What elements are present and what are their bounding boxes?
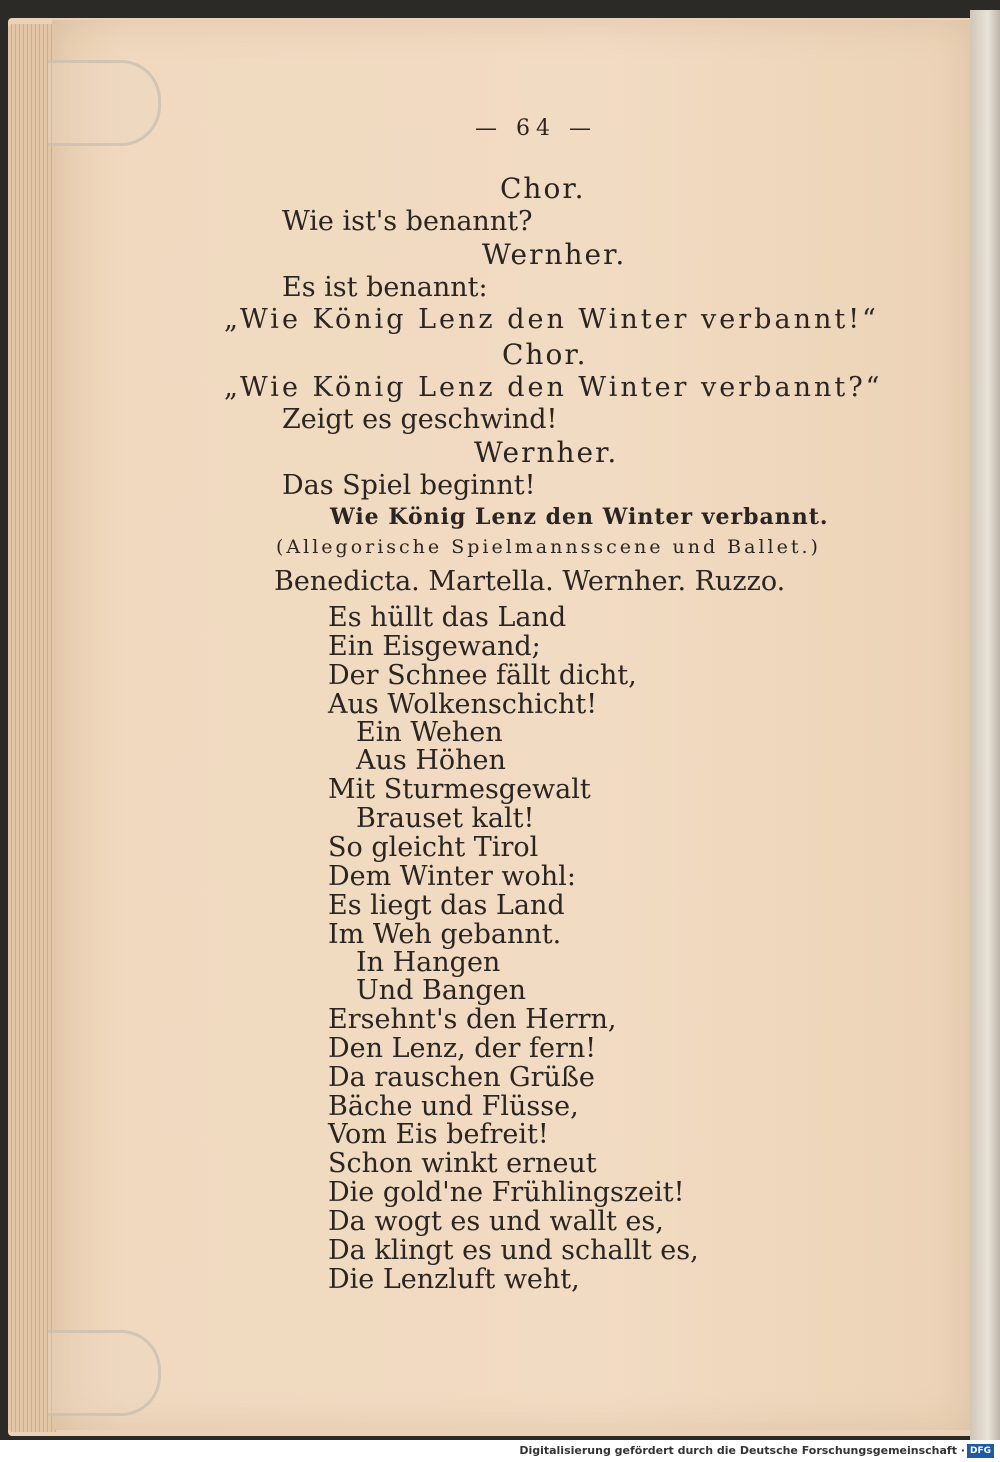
verse-line: Wie ist's benannt? xyxy=(282,206,533,237)
verse-line: Die Lenzluft weht, xyxy=(328,1264,580,1295)
verse-line: Ein Wehen xyxy=(356,717,503,748)
verse-line: Im Weh gebannt. xyxy=(328,919,562,950)
dfg-logo-icon: DFG xyxy=(967,1444,994,1458)
verse-line: Die gold'ne Frühlingszeit! xyxy=(328,1177,685,1208)
clip-icon xyxy=(48,60,161,146)
page-number: — 64 — xyxy=(475,116,597,141)
verse-line: Ein Eisgewand; xyxy=(328,631,541,662)
verse-line: Da wogt es und wallt es, xyxy=(328,1206,664,1237)
verse-line: „Wie König Lenz den Winter verbannt!“ xyxy=(224,304,879,335)
verse-line: Zeigt es geschwind! xyxy=(282,404,558,435)
speaker-label: Chor. xyxy=(500,172,586,205)
verse-line: Es hüllt das Land xyxy=(328,602,567,633)
verse-line: Schon winkt erneut xyxy=(328,1148,597,1179)
book-edge xyxy=(970,10,1000,1440)
scene-title: Wie König Lenz den Winter verbannt. xyxy=(330,504,829,530)
verse-line: Ersehnt's den Herrn, xyxy=(328,1004,617,1035)
verse-line: „Wie König Lenz den Winter verbannt?“ xyxy=(224,372,883,403)
footer-bar xyxy=(0,1440,1000,1462)
verse-line: So gleicht Tirol xyxy=(328,832,539,863)
speaker-label: Wernher. xyxy=(474,436,619,469)
verse-line: Vom Eis befreit! xyxy=(328,1119,549,1150)
verse-line: Es liegt das Land xyxy=(328,890,565,921)
verse-line: Da rauschen Grüße xyxy=(328,1062,595,1093)
verse-line: Brauset kalt! xyxy=(356,803,535,834)
verse-line: Aus Wolkenschicht! xyxy=(328,689,598,720)
verse-line: Der Schnee fällt dicht, xyxy=(328,660,637,691)
page-edges xyxy=(8,24,56,1432)
scene-subtitle: (Allegorische Spielmannsscene und Ballet.) xyxy=(276,536,821,558)
verse-line: Da klingt es und schallt es, xyxy=(328,1235,699,1266)
footer-credit: Digitalisierung gefördert durch die Deutsche Forschungsgemeinschaft · xyxy=(519,1444,965,1457)
verse-line: Das Spiel beginnt! xyxy=(282,470,536,501)
speaker-list: Benedicta. Martella. Wernher. Ruzzo. xyxy=(274,566,786,597)
verse-line: Dem Winter wohl: xyxy=(328,861,576,892)
speaker-label: Wernher. xyxy=(482,238,627,271)
verse-line: Mit Sturmesgewalt xyxy=(328,774,591,805)
verse-line: Den Lenz, der fern! xyxy=(328,1033,597,1064)
verse-line: Aus Höhen xyxy=(356,745,506,776)
speaker-label: Chor. xyxy=(502,338,588,371)
verse-line: Und Bangen xyxy=(356,975,526,1006)
verse-line: Bäche und Flüsse, xyxy=(328,1091,579,1122)
clip-icon xyxy=(48,1330,161,1416)
book-page xyxy=(52,20,970,1430)
verse-line: In Hangen xyxy=(356,947,501,978)
verse-line: Es ist benannt: xyxy=(282,272,488,303)
